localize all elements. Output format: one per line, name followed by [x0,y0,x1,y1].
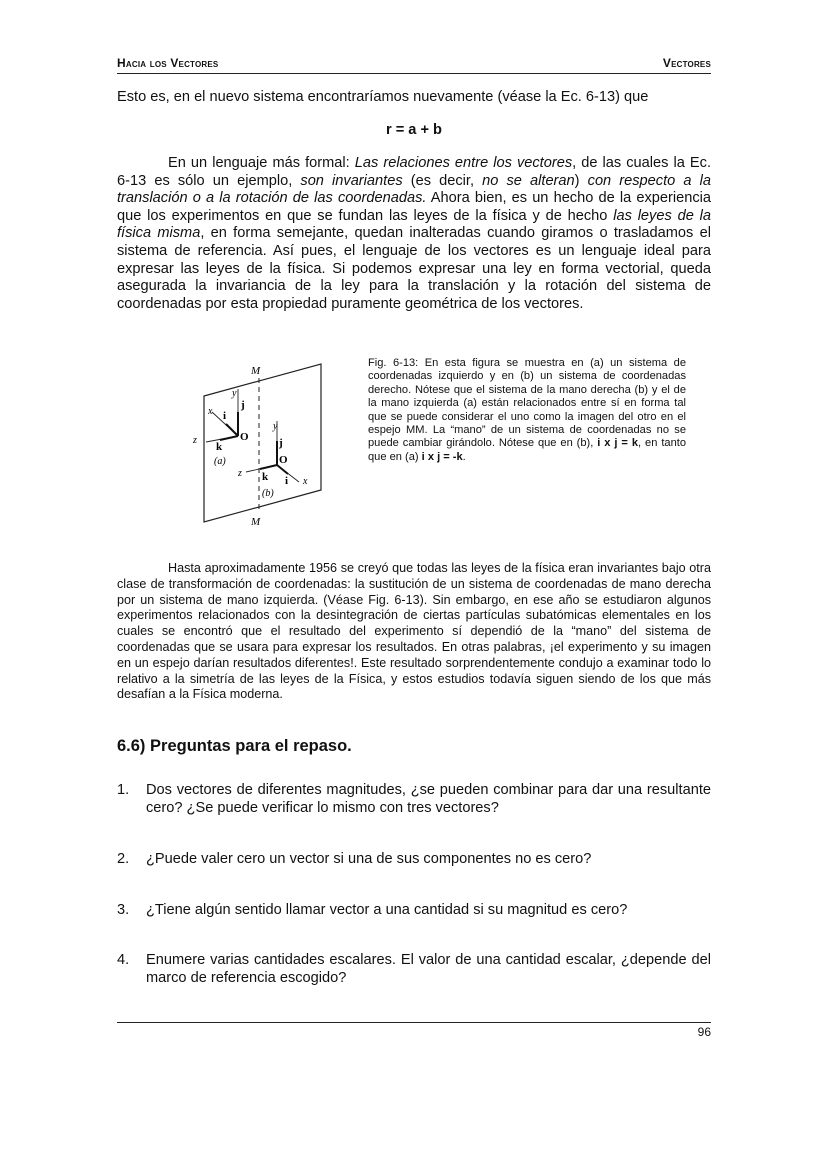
question-text: Enumere varias cantidades escalares. El valor de una cantidad escalar, ¿depende del marco de referencia escogido? [146,952,711,986]
p1-text-e: (es decir, [402,172,483,189]
label-M-top: M [251,365,261,377]
question-number: 1. [117,782,130,798]
p1-italic-b: Las relaciones entre los vectores [354,155,573,171]
question-number: 2. [117,851,130,867]
caption-text-c: , en tanto que en (a) [368,437,686,463]
page [117,0,711,1171]
question-text: Dos vectores de diferentes magnitudes, ¿se pueden combinar para dar una resultante cero? ¿Se puede verificar lo mismo con tres vectores? [146,782,711,816]
p1-text-a: En un lenguaje más formal: [168,155,355,171]
running-header [117,55,711,74]
label-a-k: k [216,441,223,453]
question-number: 4. [117,952,130,968]
equation: r = a + b [386,122,442,138]
label-b-y: y [273,421,278,432]
label-a-tag: (a) [214,456,226,467]
intro-line: Esto es, en el nuevo sistema encontraríamos nuevamente (véase la Ec. 6-13) que [117,89,649,105]
p1-italic-j: las leyes de la física misma [117,207,711,242]
header-left: Hacia los Vectores [117,56,219,70]
paragraph-2-text: Hasta aproximadamente 1956 se creyó que todas las leyes de la física eran invariantes bajo otra clase de transformación de coordenadas: la sustitución de un sistema de coordenadas de mano derecha por un sistema de mano izquierda. (Véase Fig. 6-13). Sin embargo, en ese año se estudiaron algunos experimentos relacionados con la desintegración de ciertas partículas subatómicas elementales en los cuales se encontró que el resultado del experimento sí dependió de la “mano” del sistema de coordenadas que se usara para expresar los resultados. En otras palabras, ¡el experimento y su imagen en un espejo darían resultados diferentes!. Este resultado sorprendentemente condujo a examinar todo lo relativo a la simetría de las leyes de la Física, y estos estudios todavía siguen siendo de los que más desafían a la Física moderna. [117,561,711,702]
label-a-j: j [241,399,245,411]
figure-caption [368,357,686,464]
label-b-tag: (b) [262,488,274,499]
label-a-O: O [240,431,249,443]
paragraph-2 [117,561,711,703]
b-i-vector [277,465,288,474]
header-right: Vectores [662,56,711,70]
p1-text-g: ) [574,172,588,189]
label-b-i: i [285,475,289,487]
label-a-x: x [208,406,213,417]
label-b-z: z [238,468,242,479]
p1-text-i: Ahora bien, es un hecho de la experiencia que los experimentos en que se fundan las leyes de la física y de hecho [117,190,711,224]
question-text: ¿Puede valer cero un vector si una de sus componentes no es cero? [146,851,592,867]
p1-text-k: , en forma semejante, quedan inalteradas cuando giramos o trasladamos el sistema de referencia. Así pues, el lenguaje de los vectores es un lenguaje ideal para expresar las leyes de la física. Si podemos expresar una ley en forma vectorial, queda asegurada la invariancia de la ley para la translación y la rotación del sistema de coordenadas por esta propiedad puramente geométrica de los vectores. [117,225,711,312]
label-b-O: O [279,454,288,466]
caption-text-a: Fig. 6-13: En esta figura se muestra en (a) un sistema de coordenadas izquierdo y en (b) un sistema de coordenadas derecho. Nótese que el sistema de la mano derecha (b) y el de la mano izquierda (a) están relacionados entre sí en forma tal que se puede considerar el uno como la imagen del otro en el espejo MM. La “mano” de un sistema de coordenadas no se puede cambiar girándolo. Nótese que en (b), [368,357,686,450]
figure-drawing [176,352,356,532]
question-number: 3. [117,902,130,918]
section-title: 6.6) Preguntas para el repaso. [117,737,352,755]
p1-italic-h: con respecto a la translación o a la rotación de las coordenadas. [117,172,711,207]
caption-bold-b: i x j = k [597,437,639,450]
caption-bold-d: i x j = -k [421,450,463,463]
p1-text-c: , de las cuales la Ec. 6-13 es sólo un ejemplo, [117,155,711,189]
b-k-vector [260,465,277,469]
a-k-vector [220,436,238,440]
label-M-bottom: M [251,516,261,528]
question-4 [117,952,711,987]
caption-text-e: . [462,450,466,463]
figure-mirror-coordinate-systems [176,352,356,532]
label-a-i: i [223,410,227,422]
p1-italic-f: no se alteran [482,172,575,189]
label-b-x: x [303,476,308,487]
question-3 [117,902,711,920]
paragraph-1 [117,155,711,313]
question-text: ¿Tiene algún sentido llamar vector a una cantidad si su magnitud es cero? [146,902,628,918]
page-number: 96 [697,1025,711,1039]
label-b-k: k [262,471,269,483]
a-i-vector [226,424,238,436]
label-a-y: y [232,388,237,399]
label-b-j: j [279,437,283,449]
p1-italic-d: son invariantes [300,172,403,189]
footer-rule [117,1022,711,1023]
question-2 [117,851,711,869]
label-a-z: z [193,435,197,446]
question-1 [117,782,711,817]
